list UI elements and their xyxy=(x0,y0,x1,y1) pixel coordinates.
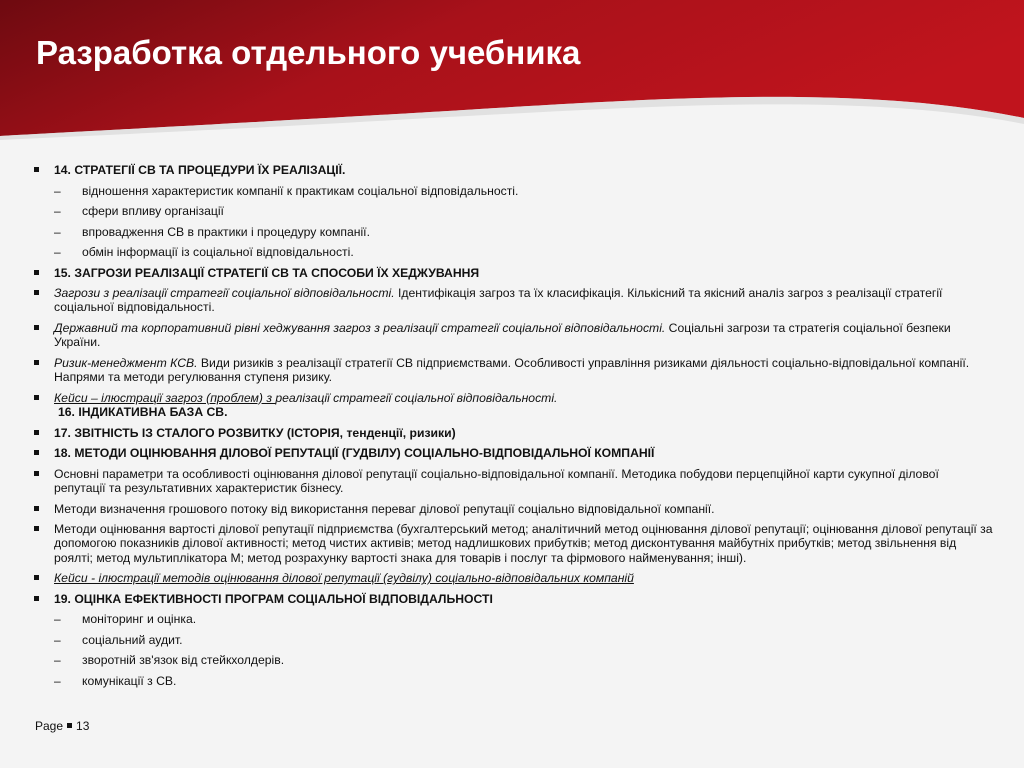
list-item: – соціальний аудит. xyxy=(54,632,183,647)
list-item: 17. ЗВІТНІСТЬ ІЗ СТАЛОГО РОЗВИТКУ (ІСТОРІЯ, тенденції, ризики) xyxy=(33,426,993,440)
slide-title: Разработка отдельного учебника xyxy=(36,34,581,71)
list-item: Кейси - ілюстрації методів оцінювання ділової репутації (гудвілу) соціально-відповідальних компаній xyxy=(33,571,993,585)
list-item: 18. МЕТОДИ ОЦІНЮВАННЯ ДІЛОВОЇ РЕПУТАЦІЇ (ГУДВІЛУ) СОЦІАЛЬНО-ВІДПОВІДАЛЬНОЇ КОМПАНІЇ xyxy=(33,446,993,460)
list-item: – комунікації з СВ. xyxy=(54,673,177,688)
bullet-icon xyxy=(33,502,54,516)
separator-icon xyxy=(67,723,72,728)
list-item: – зворотній зв'язок від стейкхолдерів. xyxy=(54,653,285,668)
list-item: 19. ОЦІНКА ЕФЕКТИВНОСТІ ПРОГРАМ СОЦІАЛЬНОЇ ВІДПОВІДАЛЬНОСТІ xyxy=(33,592,993,606)
bullet-icon xyxy=(33,522,54,536)
bullet-icon xyxy=(33,356,54,370)
list-item: – впровадження СВ в практики і процедуру компанії. xyxy=(54,224,370,239)
list-item: Основні параметри та особливості оцінювання ділової репутації соціально-відповідальної компанії. Методика побудови перцепційної карти сукупної ділової репутації та результативних характеристик бізнесу. xyxy=(33,467,993,496)
list-item: – сфери впливу організації xyxy=(54,204,224,218)
list-item: Загрози з реалізації стратегії соціальної відповідальності. Ідентифікація загроз та їх класифікація. Кількісний та якісний аналіз загроз з реалізації стратегії соціальної відповідальності. xyxy=(33,286,993,315)
page-number: 13 xyxy=(76,719,90,733)
content-list xyxy=(33,163,993,694)
bullet-icon xyxy=(33,286,54,300)
list-item: Державний та корпоративний рівні хеджування загроз з реалізації стратегії соціальної відповідальності. Соціальні загрози та стратегія соціальної безпеки України. xyxy=(33,321,993,350)
list-item: Методи визначення грошового потоку від використання переваг ділової репутації соціально відповідальної компанії. xyxy=(33,502,993,516)
bullet-icon xyxy=(33,321,54,335)
page-footer xyxy=(35,719,89,733)
bullet-icon xyxy=(33,266,54,280)
list-item: 15. ЗАГРОЗИ РЕАЛІЗАЦІЇ СТРАТЕГІЇ СВ ТА СПОСОБИ ЇХ ХЕДЖУВАННЯ xyxy=(33,266,993,280)
list-item: Ризик-менеджмент КСВ. Види ризиків з реалізації стратегії СВ підприємствами. Особливості управління ризиками діяльності соціально-відповідальної компанії. Напрями та методи регулювання ступеня ризику. xyxy=(33,356,993,385)
bullet-icon xyxy=(33,426,54,440)
bullet-icon xyxy=(33,592,54,606)
bullet-icon xyxy=(33,391,54,405)
bullet-icon xyxy=(33,163,54,177)
bullet-icon xyxy=(33,571,54,585)
list-item: Методи оцінювання вартості ділової репутації підприємства (бухгалтерський метод; аналітичний метод оцінювання ділової репутації; оцінювання ділової репутації за допомогою показників ділової активності; метод чистих активів; метод надлишкових прибутків; метод дисконтування майбутніх прибутків; метод звільнення від роялті; метод мультиплікатора М; метод розрахунку вартості знака для товарів і послуг та фірмового найменування; інші). xyxy=(33,522,993,565)
list-item: – обмін інформації із соціальної відповідальності. xyxy=(54,245,354,259)
list-item: 14. СТРАТЕГІЇ СВ ТА ПРОЦЕДУРИ ЇХ РЕАЛІЗАЦІЇ. xyxy=(33,163,993,177)
bullet-icon xyxy=(33,467,54,481)
page-label: Page xyxy=(35,719,64,733)
list-item: – моніторинг и оцінка. xyxy=(54,612,197,627)
list-item: Кейси – ілюстрації загроз (проблем) з реалізації стратегії соціальної відповідальності. 16. ІНДИКАТИВНА БАЗА СВ. xyxy=(33,391,993,420)
bullet-icon xyxy=(33,446,54,460)
list-item: – відношення характеристик компанії к практикам соціальної відповідальності. xyxy=(54,183,519,198)
